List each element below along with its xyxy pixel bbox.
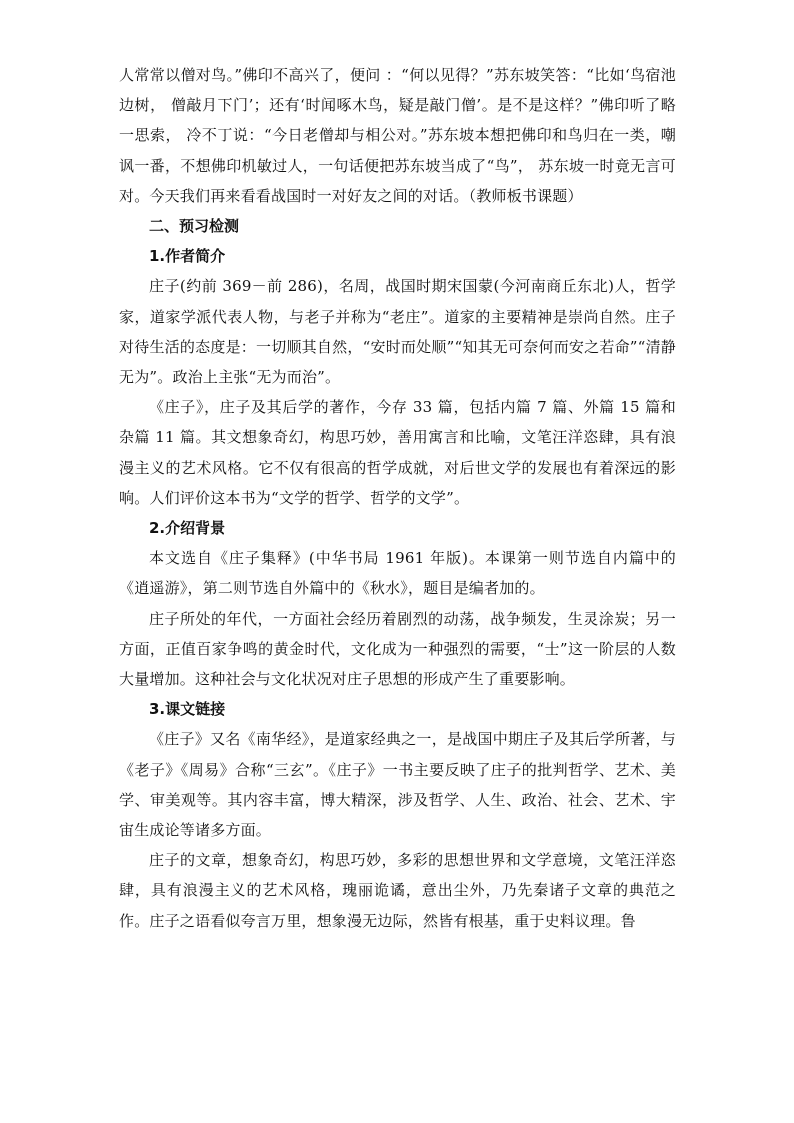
document-page: [119, 60, 676, 936]
author-paragraph-2: 《庄子》，庄子及其后学的著作，今存 33 篇，包括内篇 7 篇、外篇 15 篇和杂篇 11 篇。其文想象奇幻，构思巧妙，善用寓言和比喻，文笔汪洋恣肆，具有浪漫主义的艺术风格。它不仅有很高的哲学成就，对后世文学的发展也有着深远的影响。人们评价这本书为“文学的哲学、哲学的文学”。: [119, 398, 676, 507]
author-paragraph-1: 庄子(约前 369－前 286)，名周，战国时期宋国蒙(今河南商丘东北)人，哲学家，道家学派代表人物，与老子并称为“老庄”。道家的主要精神是崇尚自然。庄子对待生活的态度是：一切顺其自然，“安时而处顺”“知其无可奈何而安之若命”“清静无为”。政治上主张“无为而治”。: [119, 277, 676, 387]
link-paragraph-1: 《庄子》又名《南华经》，是道家经典之一，是战国中期庄子及其后学所著，与《老子》《周易》合称“三玄”。《庄子》一书主要反映了庄子的批判哲学、艺术、美学、审美观等。其内容丰富，博大精深，涉及哲学、人生、政治、社会、艺术、宇宙生成论等诸多方面。: [119, 730, 676, 840]
subheading-text-link: 3.课文链接: [149, 700, 226, 719]
background-paragraph-1: 本文选自《庄子集释》(中华书局 1961 年版)。本课第一则节选自内篇中的《逍遥游》，第二则节选自外篇中的《秋水》，题目是编者加的。: [119, 549, 676, 598]
link-paragraph-2: 庄子的文章，想象奇幻，构思巧妙，多彩的思想世界和文学意境，文笔汪洋恣肆，具有浪漫主义的艺术风格，瑰丽诡谲，意出尘外，乃先秦诸子文章的典范之作。庄子之语看似夸言万里，想象漫无边际，然皆有根基，重于史料议理。鲁: [119, 851, 676, 930]
story-paragraph: 人常常以僧对鸟。”佛印不高兴了，便问 ：“何以见得？”苏东坡笑答：“比如‘鸟宿池边树， 僧敲月下门’；还有‘时闻啄木鸟，疑是敲门僧’。是不是这样？”佛印听了略一思索， 冷不丁说：“今日老僧却与相公对。”苏东坡本想把佛印和鸟归在一类，嘲讽一番，不想佛印机敏过人，一句话便把苏东坡当成了“鸟”， 苏东坡一时竟无言可对。今天我们再来看看战国时一对好友之间的对话。（教师板书课题）: [119, 66, 676, 205]
background-paragraph-2: 庄子所处的年代，一方面社会经历着剧烈的动荡，战争频发，生灵涂炭；另一方面，正值百家争鸣的黄金时代，文化成为一种强烈的需要，“士”这一阶层的人数大量增加。这种社会与文化状况对庄子思想的形成产生了重要影响。: [119, 609, 676, 689]
subheading-author: 1.作者简介: [149, 247, 226, 266]
section-heading-preview: 二、预习检测: [149, 217, 240, 236]
subheading-background: 2.介绍背景: [149, 519, 226, 538]
